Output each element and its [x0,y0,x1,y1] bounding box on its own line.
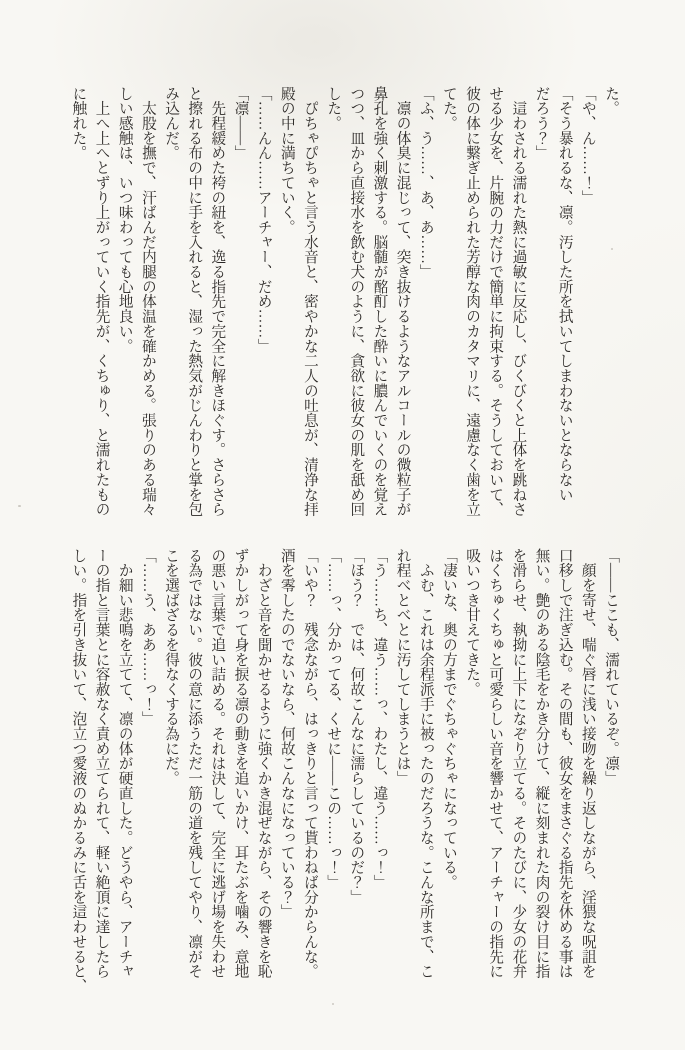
text-line: 酒を零したのでないなら、何故こんなになっている？」 [278,548,295,920]
text-line: ぴちゃぴちゃと言う水音と、密やかな二人の吐息が、清浄な拝 [301,86,318,517]
text-line: 「凛――」 [232,86,249,161]
text-line: と擦れる布の中に手を入れると、湿った熱気がじんわりと掌を包 [186,86,203,517]
text-line: 上へ上へとずり上がっていく指先が、くちゅり、と濡れたもの [93,86,110,517]
text-line: ーの指と言葉とに容赦なく責め立てられて、軽い絶頂に達したら [93,548,110,979]
text-line: わざと音を聞かせるように強くかき混ぜながら、その響きを恥 [255,548,272,979]
text-line: 「……っ、分かってる、くせに――この……っ！」 [325,548,342,890]
text-line: を滑らせ、執拗に上下になぞり立てる。そのたびに、少女の花弁 [510,548,527,979]
text-line: 鼻孔を強く刺激する。脳髄が酩酊した酔いに膿んでいくのを覚え [371,86,388,517]
text-line: る為ではない。彼の意に添うただ一筋の道を残してやり、凛がそ [186,548,203,979]
text-line: 「――ここも、濡れているぞ。凛」 [603,548,619,786]
text-line: れ程べとべとに汚してしまうとは」 [394,548,411,786]
text-line: はくちゅくちゅと可愛らしい音を響かせて、アーチャーの指先に [487,548,504,979]
text-line: つつ、皿から直接水を飲む犬のように、貪欲に彼女の肌を舐め回 [348,86,365,517]
text-line: 先程緩めた袴の紐を、逸る指先で完全に解きほぐす。さらさら [209,86,226,517]
text-line: 殿の中に満ちていく。 [278,86,295,235]
text-line: の悪い言葉で追い詰める。それは決して、完全に逃げ場を失わせ [209,548,226,979]
text-block-top [66,86,622,517]
text-line: だろう？」 [533,86,550,161]
text-line: 「ふ、う……、あ、あ……」 [417,86,434,280]
text-line: こを選ばざるを得なくする為にだ。 [163,548,180,786]
text-line: 口移しで注ぎ込む。その間も、彼女をまさぐる指先を休める事は [556,548,573,979]
text-line: 「いや？ 残念ながら、はっきりと言って貰わねば分からんな。 [301,548,318,979]
text-line: 「ほう？ では、何故こんなに濡らしているのだ？」 [348,548,365,905]
text-line: 「……う、ああ……っ！」 [139,548,156,727]
text-line: み込んだ。 [163,86,180,161]
text-line: しい感触は、いつ味わっても心地良い。 [116,86,133,354]
text-line: か細い悲鳴を立てて、凛の体が硬直した。どうやら、アーチャ [116,548,133,979]
text-line: 無い。艶のある陰毛をかき分けて、縦に刻まれた肉の裂け目に指 [533,548,550,979]
text-line: 凛の体臭に混じって、突き抜けるようなアルコールの微粒子が [394,86,411,517]
text-line: に触れた。 [70,86,87,161]
text-line: 「う……ち、違う……っ、わたし、違う……っ！」 [371,548,388,890]
text-line: せる少女を、片腕の力だけで簡単に拘束する。そうしておいて、 [487,86,504,517]
scan-speck [611,248,613,250]
text-line: 「や、ん……！」 [579,86,596,205]
text-line: 「凄いな、奥の方までぐちゃぐちゃになっている。 [440,548,457,890]
text-line: 這わされる濡れた熱に過敏に反応し、びくびくと上体を跳ねさ [510,86,527,517]
text-line: た。 [603,86,619,116]
text-line: しい。指を引き抜いて、泡立つ愛液のぬかるみに舌を這わせると、 [70,548,87,994]
text-line: ふむ、これは余程派手に被ったのだろうな。こんな所まで、こ [417,548,434,979]
text-line: ずかしがって身を捩る凛の動きを追いかけ、耳たぶを噛み、意地 [232,548,249,979]
text-line: 顔を寄せ、喘ぐ唇に浅い接吻を繰り返しながら、淫猥な呪詛を [579,548,596,979]
text-block-bottom [66,548,622,994]
scan-speck [332,1003,334,1005]
text-line: 吸いつき甘えてきた。 [464,548,481,697]
text-line: した。 [325,86,342,131]
text-line: 太股を撫で、汗ばんだ内腿の体温を確かめる。張りのある瑞々 [139,86,156,517]
scan-speck [18,505,21,507]
text-line: 彼の体に繋ぎ止められた芳醇な肉のカタマリに、遠慮なく歯を立 [464,86,481,517]
text-line: 「そう暴れるな、凛。汚した所を拭いてしまわないとならない [556,86,573,502]
text-line: てた。 [440,86,457,131]
text-line: 「……んん……アーチャー、だめ……」 [255,86,272,354]
